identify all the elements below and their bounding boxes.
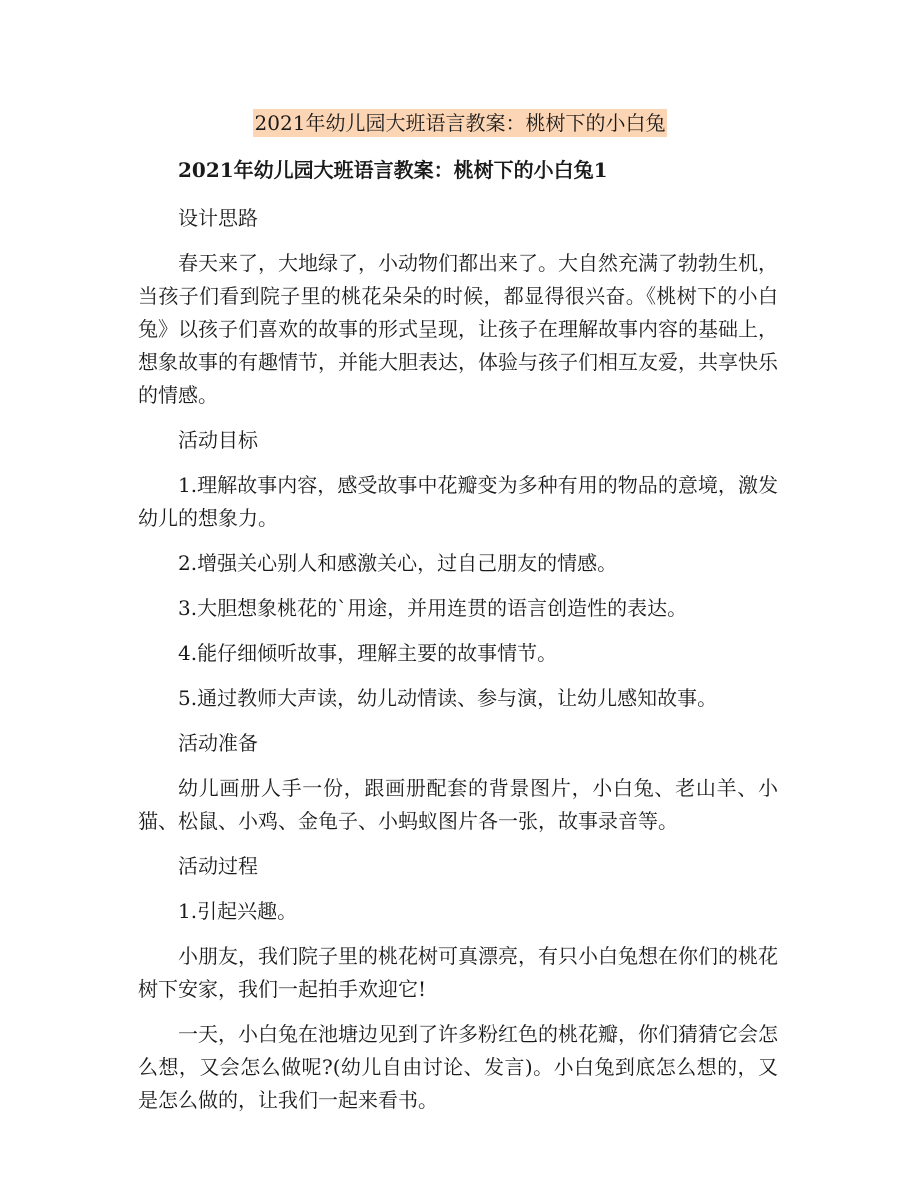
paragraph-preparation-text: 幼儿画册人手一份，跟画册配套的背景图片，小白兔、老山羊、小猫、松鼠、小鸡、金龟子、小蚂蚁图片各一张，故事录音等。 bbox=[138, 776, 778, 833]
document-body bbox=[138, 152, 778, 1129]
section-heading: 2021年幼儿园大班语言教案：桃树下的小白兔1 bbox=[178, 158, 608, 182]
paragraph-design-text: 春天来了，大地绿了，小动物们都出来了。大自然充满了勃勃生机，当孩子们看到院子里的桃花朵朵的时候，都显得很兴奋。《桃树下的小白兔》以孩子们喜欢的故事的形式呈现，让孩子在理解故事内容的基础上，想象故事的有趣情节，并能大胆表达，体验与孩子们相互友爱，共享快乐的情感。 bbox=[138, 251, 778, 407]
document-title bbox=[0, 106, 920, 140]
process-step: 1.引起兴趣。 bbox=[178, 899, 298, 923]
subheading-preparation: 活动准备 bbox=[178, 731, 258, 755]
document-title-text: 2021年幼儿园大班语言教案：桃树下的小白兔 bbox=[254, 111, 666, 135]
goal-item: 4.能仔细倾听故事，理解主要的故事情节。 bbox=[178, 641, 558, 665]
goal-item: 3.大胆想象桃花的`用途，并用连贯的语言创造性的表达。 bbox=[178, 596, 688, 620]
goal-item: 5.通过教师大声读，幼儿动情读、参与演，让幼儿感知故事。 bbox=[178, 686, 718, 710]
subheading-design: 设计思路 bbox=[178, 206, 258, 230]
subheading-goals: 活动目标 bbox=[178, 428, 258, 452]
subheading-process: 活动过程 bbox=[178, 854, 258, 878]
goal-item: 1.理解故事内容，感受故事中花瓣变为多种有用的物品的意境，激发幼儿的想象力。 bbox=[138, 473, 778, 530]
paragraph-process-text: 小朋友，我们院子里的桃花树可真漂亮，有只小白兔想在你们的桃花树下安家，我们一起拍手欢迎它! bbox=[138, 944, 778, 1001]
goal-item: 2.增强关心别人和感激关心，过自己朋友的情感。 bbox=[178, 551, 618, 575]
paragraph-process-text: 一天，小白兔在池塘边见到了许多粉红色的桃花瓣，你们猜猜它会怎么想，又会怎么做呢?(幼儿自由讨论、发言)。小白兔到底怎么想的，又是怎么做的，让我们一起来看书。 bbox=[138, 1022, 778, 1112]
